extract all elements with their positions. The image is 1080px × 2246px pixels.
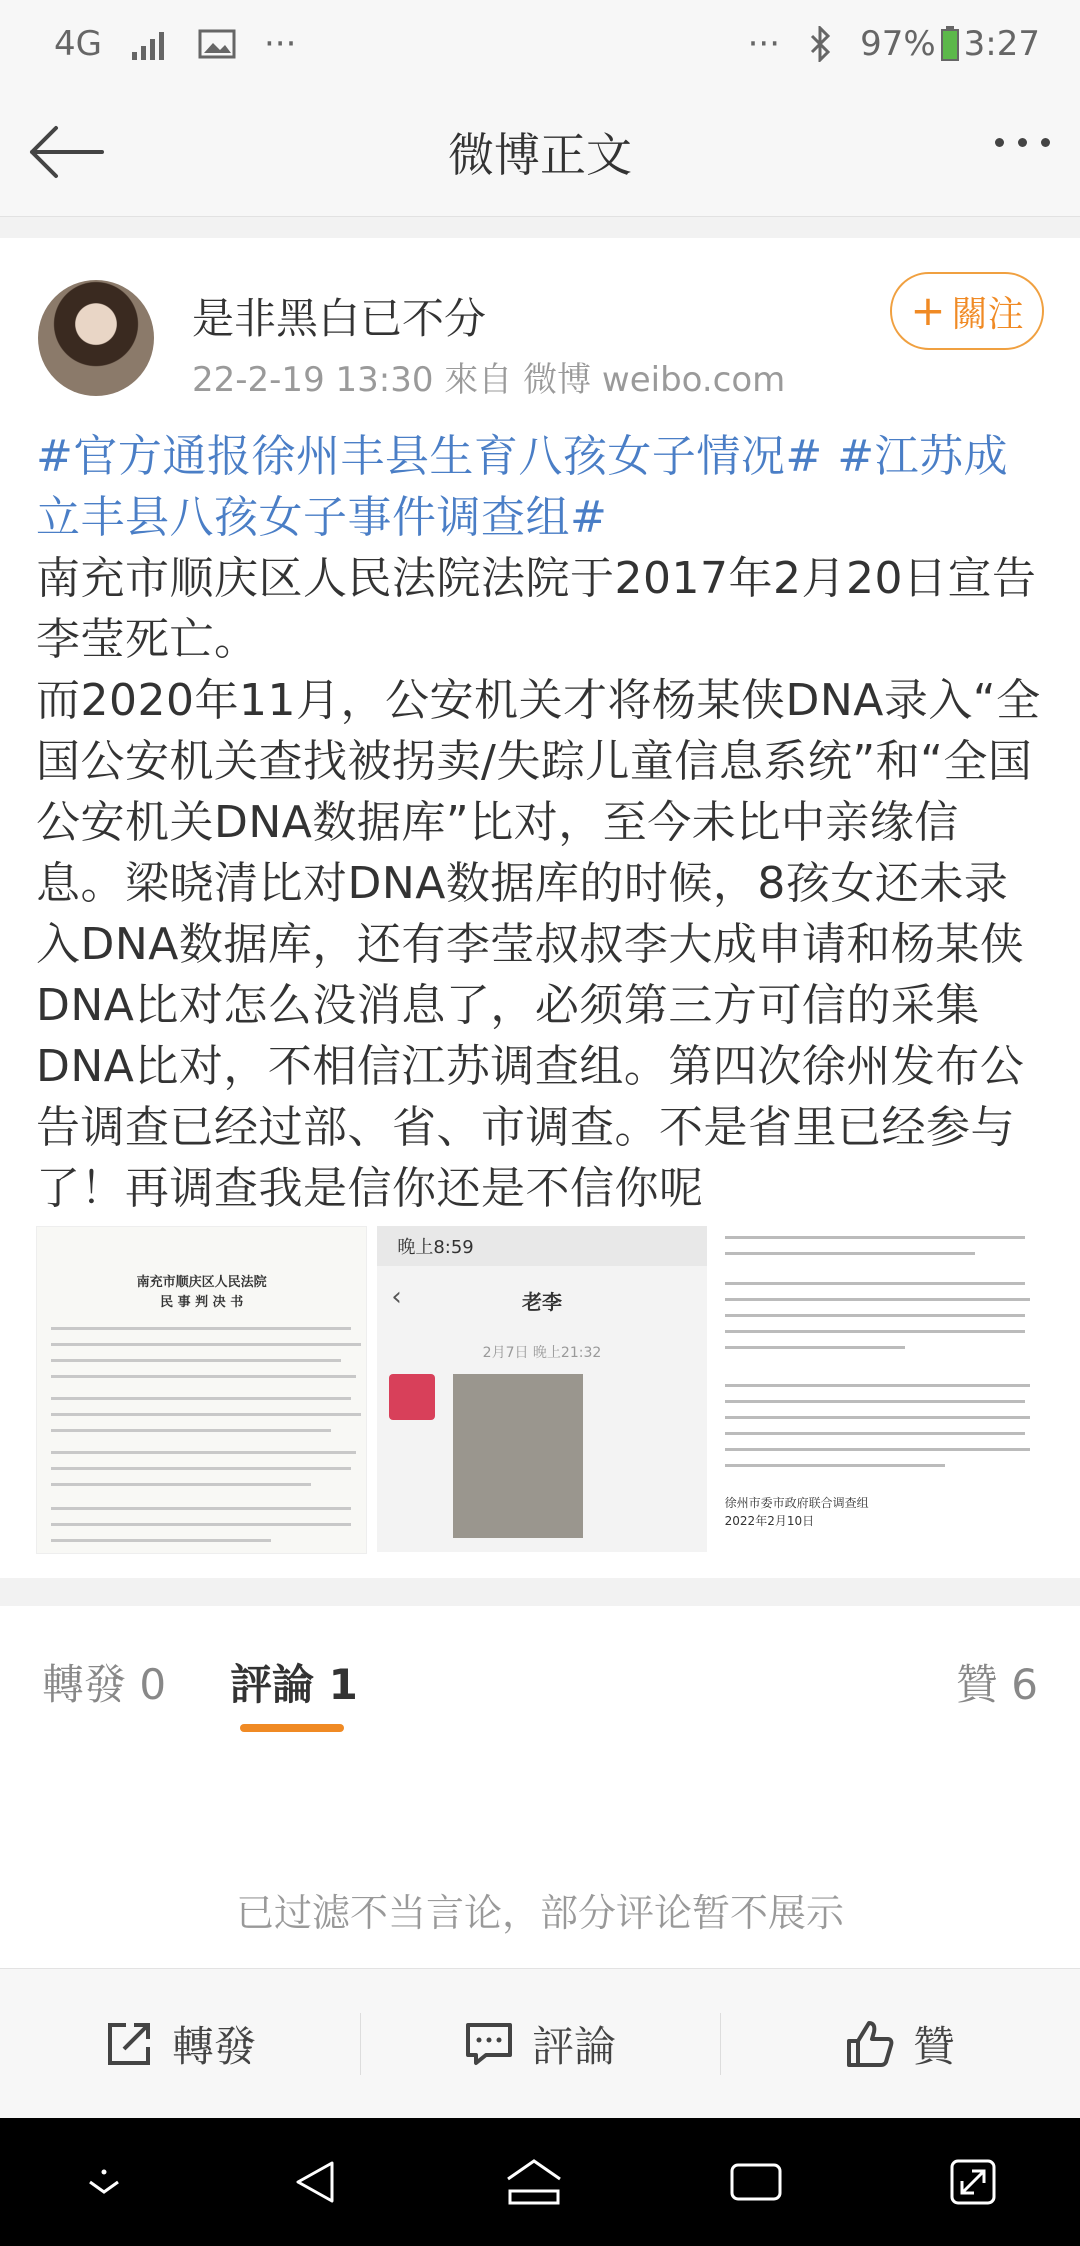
bottom-action-bar (0, 1968, 1080, 2119)
post-card (0, 238, 1080, 1578)
top-nav-bar (0, 88, 1080, 217)
thumb-up-icon (845, 2019, 895, 2069)
back-arrow-icon[interactable] (26, 122, 106, 182)
nav-down-icon[interactable] (82, 2160, 126, 2204)
interaction-tabs (0, 1606, 1080, 1743)
comment-list (0, 1742, 1080, 1968)
author-name[interactable]: 是非黑白已不分 (192, 294, 487, 343)
nav-back-icon[interactable] (290, 2157, 340, 2207)
tab-like[interactable]: 贊 6 (955, 1660, 1038, 1709)
img1-title: 南充市顺庆区人民法院 (136, 1275, 267, 1290)
status-bar (0, 0, 1080, 88)
post-meta: 22-2-19 13:30 來自 微博 weibo.com (192, 360, 786, 400)
chevron-left-icon: ‹ (391, 1282, 402, 1312)
network-type: 4G (54, 24, 102, 64)
bluetooth-icon (808, 26, 832, 62)
image-gallery (36, 1226, 1046, 1552)
comment-label: 評論 (531, 2022, 616, 2071)
follow-label: 關注 (951, 293, 1024, 335)
image-chat-screenshot[interactable] (377, 1226, 706, 1552)
post-paragraph: 而2020年11月，公安机关才将杨某侠DNA录入“全国公安机关查找被拐卖/失踪儿童信息系统”和“全国公安机关DNA数据库”比对，至今未比中亲缘信息。梁晓清比对DNA数据库的时候，8孩女还未录入DNA数据库，还有李莹叔叔李大成申请和杨某侠DNA比对怎么没消息了，必须第三方可信的采集DNA比对，不相信江苏调查组。第四次徐州发布公告调查已经过部、省、市调查。不是省里已经参与了！再调查我是信你还是不信你呢 (36, 675, 1041, 1214)
clock: 3:27 (963, 24, 1040, 64)
repost-label: 轉發 (171, 2022, 256, 2071)
tab-indicator (240, 1724, 344, 1732)
img2-date: 2月7日 晚上21:32 (482, 1345, 602, 1361)
nav-expand-icon[interactable] (948, 2157, 998, 2207)
image-icon (198, 29, 236, 59)
hashtag-link[interactable]: #江苏成立丰县八孩女子事件调查组# (36, 431, 1009, 543)
like-label: 贊 (912, 2022, 955, 2071)
tab-repost[interactable]: 轉發 0 (42, 1660, 167, 1709)
battery-percent: 97% (860, 24, 936, 64)
tab-comment[interactable]: 評論 1 (230, 1660, 358, 1709)
img2-status: 晚上8:59 (377, 1226, 706, 1266)
follow-button[interactable] (890, 272, 1044, 350)
battery-icon (940, 26, 960, 62)
chat-photo (453, 1374, 583, 1538)
image-court-judgment[interactable] (36, 1226, 367, 1554)
img3-signature: 徐州市委市政府联合调查组 (724, 1496, 869, 1510)
img3-date: 2022年2月10日 (724, 1514, 815, 1528)
post-paragraph: 南充市顺庆区人民法院法院于2017年2月20日宣告李莹死亡。 (36, 553, 1037, 665)
nav-recent-icon[interactable] (728, 2159, 784, 2205)
share-icon (104, 2019, 154, 2069)
chat-avatar (389, 1374, 435, 1420)
page-title: 微博正文 (448, 128, 632, 182)
more-icon[interactable] (995, 138, 1050, 147)
like-button[interactable] (720, 1969, 1080, 2119)
repost-button[interactable] (0, 1969, 360, 2119)
signal-icon (130, 28, 170, 60)
img2-chat-name: 老李 (521, 1290, 562, 1314)
status-overflow-left: ··· (263, 24, 297, 64)
comment-button[interactable] (360, 1969, 720, 2119)
avatar[interactable] (38, 280, 154, 396)
section-divider (0, 1578, 1080, 1606)
post-content (36, 426, 1046, 1219)
filter-notice: 已过滤不当言论，部分评论暂不展示 (235, 1891, 844, 1935)
system-nav-bar (0, 2118, 1080, 2246)
nav-home-icon[interactable] (504, 2157, 564, 2207)
image-official-notice[interactable] (717, 1226, 1046, 1552)
hashtag-link[interactable]: #官方通报徐州丰县生育八孩女子情况# (36, 431, 823, 482)
comment-icon (464, 2019, 514, 2069)
img1-subtitle: 民 事 判 决 书 (160, 1295, 244, 1310)
status-overflow-right: ··· (747, 24, 781, 64)
plus-icon: + (910, 286, 946, 335)
